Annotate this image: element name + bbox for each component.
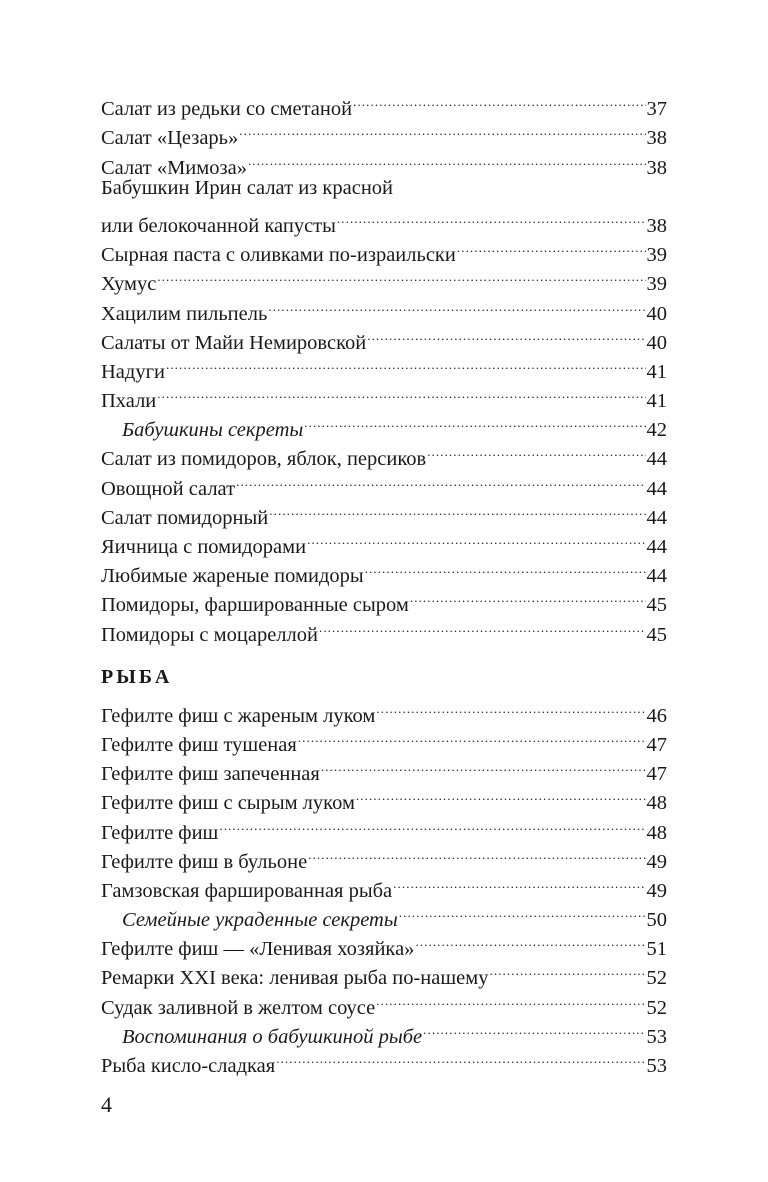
dot-leader	[166, 349, 646, 378]
dot-leader	[490, 955, 646, 984]
toc-entry-page: 41	[646, 390, 667, 413]
toc-entry-title: Салат «Цезарь»	[101, 127, 239, 150]
page-number: 4	[101, 1092, 112, 1117]
toc-entry-page: 44	[646, 536, 667, 558]
toc-entry-title: Пхали	[101, 390, 157, 413]
toc-entry-title: Ремарки XXI века: ленивая рыба по-нашему	[101, 967, 489, 990]
toc-entry-page: 41	[646, 360, 667, 383]
toc-entry-page: 39	[646, 244, 667, 267]
dot-leader	[365, 553, 646, 582]
toc-entry-title: Салаты от Майи Немировской	[101, 331, 367, 354]
toc-entry-page: 53	[646, 1055, 667, 1077]
toc-entry	[101, 693, 667, 727]
dot-leader	[219, 809, 645, 838]
dot-leader	[376, 693, 645, 722]
dot-leader	[427, 436, 645, 465]
toc-entry	[101, 349, 667, 383]
dot-leader	[319, 611, 646, 640]
toc-entry-title: Хацилим пильпель	[101, 302, 268, 325]
toc-entry-page: 42	[646, 419, 667, 442]
toc-entry-page: 45	[646, 594, 667, 617]
toc-entry-title: Гефилте фиш	[101, 821, 219, 844]
toc-entry-title: Гефилте фиш запеченная	[101, 763, 320, 786]
dot-leader	[321, 751, 646, 780]
toc-entry-title: Бабушкины секреты	[122, 419, 304, 442]
toc-entry-title: или белокочанной капусты	[101, 214, 336, 237]
toc-entry-page: 44	[646, 448, 667, 471]
toc-entry-page: 44	[646, 565, 667, 588]
toc-entry-title: Помидоры, фаршированные сыром	[101, 594, 409, 617]
dot-leader	[457, 232, 646, 261]
toc-entry-title: Салат «Мимоза»	[101, 156, 247, 179]
toc-entry-title: Бабушкин Ирин салат из красной	[101, 176, 394, 199]
toc-entry-title: Рыба кисло-сладкая	[101, 1055, 276, 1077]
toc-entry-page: 53	[646, 1025, 667, 1048]
dot-leader	[157, 261, 645, 290]
toc-entry-title: Хумус	[101, 273, 157, 296]
toc-entry	[101, 86, 667, 121]
toc-entry-title: Судак заливной в желтом соусе	[101, 996, 376, 1019]
dot-leader	[399, 897, 646, 926]
toc-entry-title: Воспоминания о бабушкиной рыбе	[122, 1025, 423, 1048]
toc-entry-title: Салат из помидоров, яблок, персиков	[101, 448, 427, 471]
dot-leader	[157, 378, 645, 407]
toc-entry-title: Гефилте фиш — «Ленивая хозяйка»	[101, 938, 415, 961]
dot-leader	[367, 320, 645, 349]
toc-entry	[101, 407, 667, 442]
toc-entry-title: Яичница с помидорами	[101, 536, 307, 558]
dot-leader	[415, 926, 645, 955]
toc-entry-page: 50	[646, 909, 667, 932]
table-of-contents	[101, 86, 667, 1077]
toc-entry-page: 38	[646, 156, 667, 179]
toc-section	[101, 661, 667, 1077]
toc-entry-page: 46	[646, 704, 667, 727]
toc-entry-page: 52	[646, 996, 667, 1019]
toc-entry-page: 40	[646, 302, 667, 325]
toc-entry-page: 38	[646, 214, 667, 237]
dot-leader	[239, 115, 645, 144]
toc-entry-page: 37	[646, 98, 667, 121]
toc-entry-page: 44	[646, 477, 667, 500]
dot-leader	[308, 839, 645, 868]
toc-entry-page: 47	[646, 733, 667, 756]
dot-leader	[376, 984, 645, 1013]
toc-entry-page: 38	[646, 127, 667, 150]
dot-leader	[276, 1043, 645, 1072]
toc-entry-page: 47	[646, 763, 667, 786]
dot-leader	[337, 203, 646, 232]
toc-entry-title: Гефилте фиш в бульоне	[101, 850, 308, 873]
dot-leader	[353, 86, 645, 115]
toc-entry-title: Овощной салат	[101, 477, 236, 500]
section-heading: РЫБА	[101, 665, 173, 688]
toc-entry-title: Гефилте фиш тушеная	[101, 733, 297, 756]
toc-section	[101, 86, 667, 646]
dot-leader	[356, 780, 646, 809]
toc-entry-page: 49	[646, 850, 667, 873]
toc-entry-page: 40	[646, 331, 667, 354]
dot-leader	[269, 495, 645, 524]
toc-entry-page: 48	[646, 821, 667, 844]
toc-entry-page: 48	[646, 792, 667, 815]
toc-entry-title: Семейные украденные секреты	[122, 909, 398, 932]
toc-entry-page: 44	[646, 506, 667, 529]
dot-leader	[298, 722, 646, 751]
toc-entry	[101, 290, 667, 325]
dot-leader	[236, 465, 645, 494]
toc-entry-title: Салат из редьки со сметаной	[101, 98, 353, 121]
toc-entry-title: Любимые жареные помидоры	[101, 565, 364, 588]
dot-leader	[304, 407, 645, 436]
toc-entry-page: 39	[646, 273, 667, 296]
dot-leader	[393, 868, 645, 897]
dot-leader	[410, 582, 646, 611]
dot-leader	[307, 524, 645, 553]
toc-entry-title: Помидоры с моцареллой	[101, 623, 318, 646]
toc-entry-title: Надуги	[101, 360, 165, 383]
toc-entry-page: 45	[646, 623, 667, 646]
toc-entry-first-line	[101, 174, 667, 203]
toc-entry-title: Гамзовская фаршированная рыба	[101, 879, 393, 902]
toc-entry-title: Сырная паста с оливками по-израильски	[101, 244, 456, 267]
toc-entry-page: 49	[646, 879, 667, 902]
toc-entry	[101, 378, 667, 413]
dot-leader	[423, 1014, 645, 1043]
toc-entry-title: Гефилте фиш с жареным луком	[101, 704, 376, 727]
toc-entry	[101, 261, 667, 296]
toc-entry-title: Гефилте фиш с сырым луком	[101, 792, 355, 815]
toc-entry-page: 51	[646, 938, 667, 961]
dot-leader	[268, 290, 645, 319]
toc-entry-title: Салат помидорный	[101, 506, 269, 529]
toc-entry	[101, 203, 667, 237]
toc-entry-page: 52	[646, 967, 667, 990]
dot-leader	[248, 144, 646, 173]
